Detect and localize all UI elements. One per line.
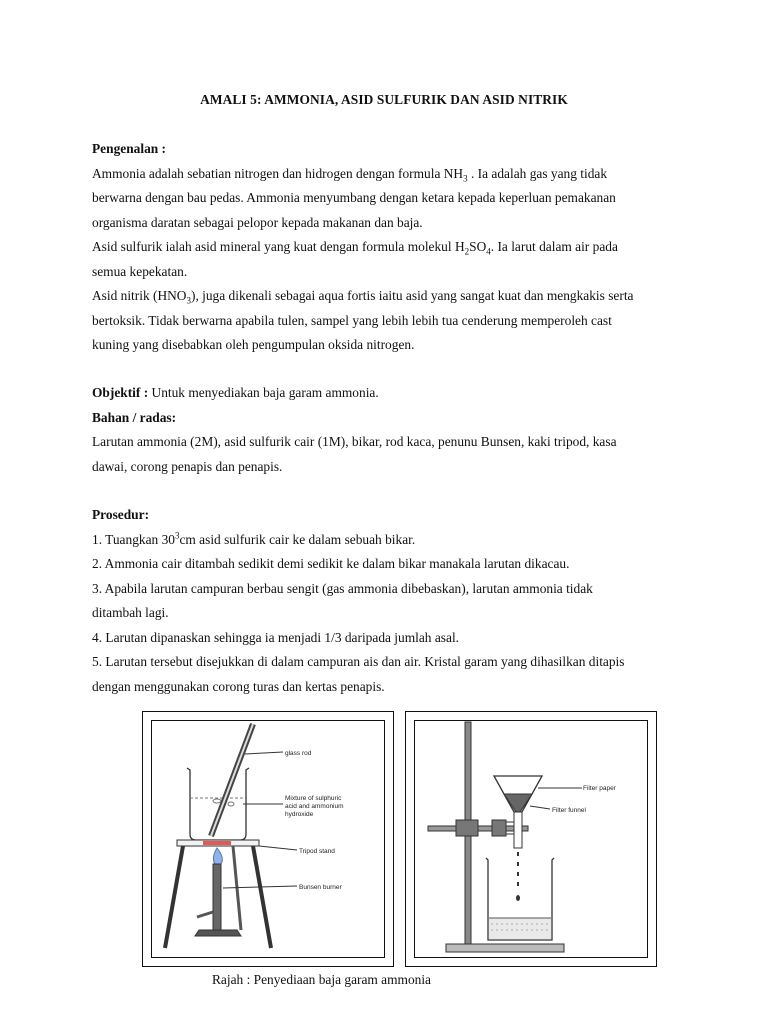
label-glass-rod: glass rod [285, 750, 312, 757]
objective-label: Objektif : [92, 385, 149, 400]
intro-line-4: Asid sulfurik ialah asid mineral yang kuat dengan formula molekul $H_2SO_4$. Ia larut dalam air pada [92, 239, 618, 257]
intro-line-5: semua kepekatan. [92, 263, 188, 279]
page-title: AMALI 5: AMMONIA, ASID SULFURIK DAN ASID NITRIK [200, 92, 568, 107]
heating-apparatus-drawing [143, 712, 393, 966]
figure-filtration-apparatus [405, 711, 657, 967]
filtration-apparatus-drawing [406, 712, 656, 966]
label-filter-paper: Filter paper [583, 785, 616, 792]
materials-label: Bahan / radas: [92, 409, 177, 425]
label-mixture-3: hydroxide [285, 811, 314, 818]
label-filter-funnel: Filter funnel [552, 807, 586, 814]
label-tripod-stand: Tripod stand [299, 848, 335, 855]
intro-line-1: Ammonia adalah sebatian nitrogen dan hidrogen dengan formula $NH_3$ . Ia adalah gas yang tidak [92, 165, 608, 184]
figure-heating-apparatus [142, 711, 394, 967]
label-mixture-1: Mixture of sulphuric [285, 795, 342, 802]
objective-line [92, 381, 682, 406]
procedure-step-5b: dengan menggunakan corong turas dan kertas penapis. [92, 678, 385, 694]
intro-line-2: berwarna dengan bau pedas. Ammonia menyumbang dengan ketara kepada keperluan pemakanan [92, 190, 616, 205]
procedure-step-5a: 5. Larutan tersebut disejukkan di dalam campuran ais dan air. Kristal garam yang dihasilkan ditapis [92, 654, 625, 669]
objective-section [92, 381, 682, 479]
intro-line-7: bertoksik. Tidak berwarna apabila tulen, sampel yang lebih lebih tua cenderung memperoleh cast [92, 312, 612, 328]
intro-line-6: Asid nitrik $(HNO_3)$, juga dikenali sebagai aqua fortis iaitu asid yang sangat kuat dan mengkakis serta [92, 288, 634, 306]
procedure-step-1: 1. Tuangkan $30^3cm$ asid sulfurik cair ke dalam sebuah bikar. [92, 530, 416, 547]
label-bunsen-burner: Bunsen burner [299, 884, 342, 891]
procedure-step-3a: 3. Apabila larutan campuran berbau sengit (gas ammonia dibebaskan), larutan ammonia tidak [92, 580, 593, 596]
procedure-label: Prosedur: [92, 507, 150, 522]
materials-line-2: dawai, corong penapis dan penapis. [92, 458, 283, 474]
label-mixture-2: acid and ammonium [285, 803, 344, 810]
intro-line-8: kuning yang disebabkan oleh pengumpulan oksida nitrogen. [92, 337, 415, 352]
materials-line-1: Larutan ammonia (2M), asid sulfurik cair (1M), bikar, rod kaca, penunu Bunsen, kaki tripod, kasa [92, 434, 617, 449]
intro-heading: Pengenalan : [92, 141, 167, 156]
intro-section [92, 137, 682, 358]
objective-text: Untuk menyediakan baja garam ammonia. [148, 385, 379, 400]
procedure-section [92, 503, 682, 699]
procedure-step-3b: ditambah lagi. [92, 605, 169, 620]
procedure-step-2: 2. Ammonia cair ditambah sedikit demi sedikit ke dalam bikar manakala larutan dikacau. [92, 556, 570, 571]
intro-line-3: organisma daratan sebagai pelopor kepada makanan dan baja. [92, 214, 423, 230]
figure-caption: Rajah : Penyediaan baja garam ammonia [212, 972, 432, 987]
procedure-step-4: 4. Larutan dipanaskan sehingga ia menjadi 1/3 daripada jumlah asal. [92, 629, 460, 645]
